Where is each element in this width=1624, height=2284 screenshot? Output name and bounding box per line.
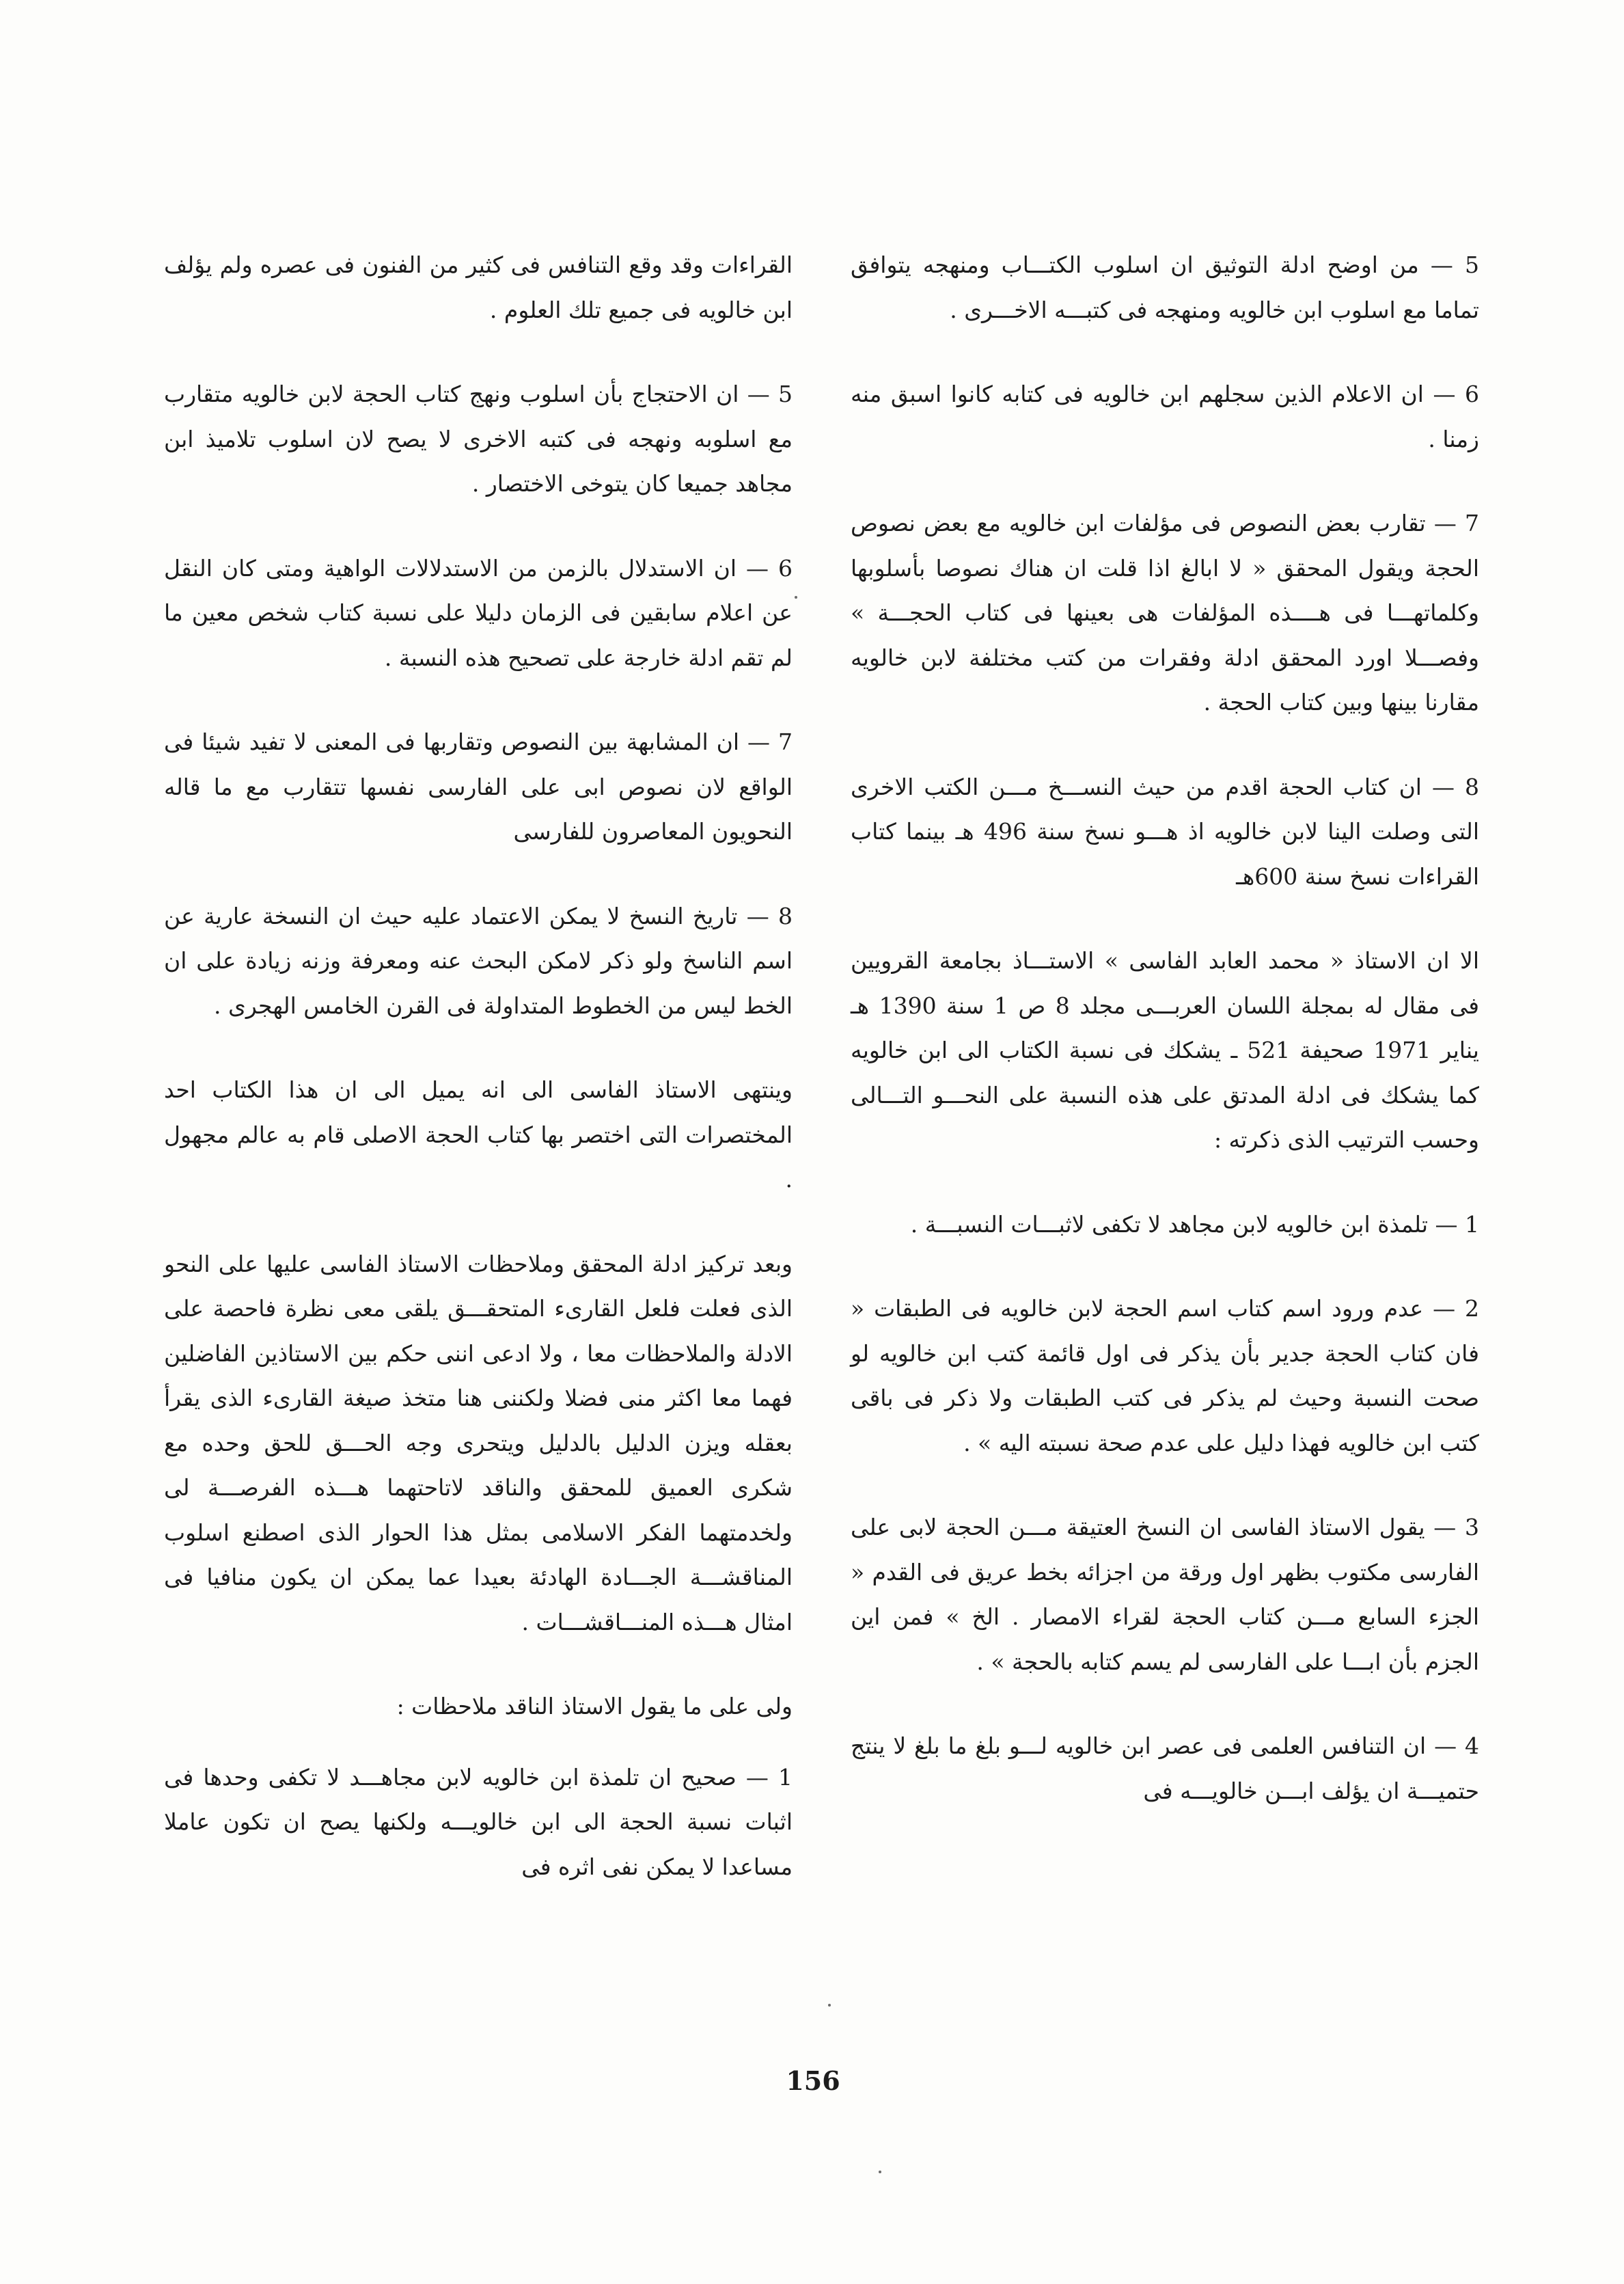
scan-speck bbox=[795, 596, 797, 599]
paragraph: 8 — تاريخ النسخ لا يمكن الاعتماد عليه حيث ان النسخة عارية عن اسم الناسخ ولو ذكر لامكن البحث عنه ومعرفة وزنه زيادة على ان الخط ليس من الخطوط المتداولة فى القرن الخامس الهجرى . bbox=[164, 902, 793, 1019]
paragraph: ولى على ما يقول الاستاذ الناقد ملاحظات : bbox=[396, 1693, 793, 1719]
paragraph: 8 — ان كتاب الحجة اقدم من حيث النســـخ مـــن الكتب الاخرى التى وصلت الينا لابن خالويه اذ هـــو نسخ سنة 496 هـ بينما كتاب القراءات نسخ سنة 600هـ bbox=[851, 773, 1479, 890]
paragraph: 3 — يقول الاستاذ الفاسى ان النسخ العتيقة مـــن الحجة لابى على الفارسى مكتوب بظهر اول ورقة من اجزائه بخط عريق فى القدم « الجزء السابع مـــن كتاب الحجة لقراء الامصار . الخ » فمن اين الجزم بأن ابـــا على الفارسى لم يسم كتابه بالحجة » . bbox=[851, 1514, 1479, 1675]
left-text-column bbox=[164, 243, 793, 1929]
paragraph: 7 — تقارب بعض النصوص فى مؤلفات ابن خالويه مع بعض نصوص الحجة ويقول المحقق « لا ابالغ اذا قلت ان هناك نصوصا بأسلوبها وكلماتهـــا فى هــــذه المؤلفات هى بعينها فى كتاب الحجـــة » وفصـــلا اورد المحقق ادلة وفقرات من كتب مختلفة لابن خالويه مقارنا بينها وبين كتاب الحجة . bbox=[851, 510, 1479, 716]
paragraph: 7 — ان المشابهة بين النصوص وتقاربها فى المعنى لا تفيد شيئا فى الواقع لان نصوص ابى على الفارسى نفسها تتقارب مع ما قاله النحويون المعاصرون للفارسى bbox=[164, 729, 793, 845]
paragraph: 1 — صحيح ان تلمذة ابن خالويه لابن مجاهـــد لا تكفى وحدها فى اثبات نسبة الحجة الى ابن خالويـــه ولكنها يصح ان تكون عاملا مساعدا لا يمكن نفى اثره فى bbox=[164, 1763, 793, 1880]
paragraph: الا ان الاستاذ « محمد العابد الفاسى » الاستـــاذ بجامعة القرويين فى مقال له بمجلة اللسان العربـــى مجلد 8 ص 1 سنة 1390 هـ يناير 1971 صحيفة 521 ـ يشكك فى نسبة الكتاب الى ابن خالويه كما يشكك فى ادلة المدتق على هذه النسبة على النحـــو التـــالى وحسب الترتيب الذى ذكرته : bbox=[851, 947, 1480, 1153]
paragraph: 6 — ان الاعلام الذين سجلهم ابن خالويه فى كتابه كانوا اسبق منه زمنا . bbox=[851, 381, 1479, 452]
paragraph: وينتهى الاستاذ الفاسى الى انه يميل الى ان هذا الكتاب احد المختصرات التى اختصر بها كتاب الحجة الاصلى قام به عالم مجهول . bbox=[164, 1076, 793, 1193]
scan-speck bbox=[879, 2171, 881, 2173]
paragraph: 5 — ان الاحتجاج بأن اسلوب ونهج كتاب الحجة لابن خالويه متقارب مع اسلوبه ونهجه فى كتبه الاخرى لا يصح لان اسلوب تلاميذ ابن مجاهد جميعا كان يتوخى الاختصار . bbox=[164, 381, 793, 497]
paragraph: وبعد تركيز ادلة المحقق وملاحظات الاستاذ الفاسى عليها على النحو الذى فعلت فلعل القارىء المتحقـــق يلقى معى نظرة فاحصة على الادلة والملاحظات معا ، ولا ادعى اننى حكم بين الاستاذين الفاضلين فهما معا اكثر منى فضلا ولكننى هنا متخذ صيغة القارىء الذى يقرأ بعقله ويزن الدليل بالدليل ويتحرى وجه الحـــق للحق وحده مع شكرى العميق للمحقق والناقد لاتاحتهما هـــذه الفرصـــة لى ولخدمتهما الفكر الاسلامى بمثل هذا الحوار الذى اصطنع اسلوب المناقشـــة الجـــادة الهادئة بعيدا عما يمكن ان يكون منافيا فى امثال هـــذه المنـــاقشـــات . bbox=[164, 1250, 793, 1635]
paragraph: 5 — من اوضح ادلة التوثيق ان اسلوب الكتـــاب ومنهجه يتوافق تماما مع اسلوب ابن خالويه ومنهجه فى كتبـــه الاخـــرى . bbox=[851, 251, 1479, 323]
paragraph: 6 — ان الاستدلال بالزمن من الاستدلالات الواهية ومتى كان النقل عن اعلام سابقين فى الزمان دليلا على نسبة كتاب شخص معين ما لم تقم ادلة خارجة على تصحيح هذه النسبة . bbox=[164, 554, 793, 671]
paragraph: 4 — ان التنافس العلمى فى عصر ابن خالويه لـــو بلغ ما بلغ لا ينتج حتميـــة ان يؤلف ابـــن خالويـــه فى bbox=[851, 1732, 1479, 1804]
paragraph: 2 — عدم ورود اسم كتاب اسم الحجة لابن خالويه فى الطبقات « فان كتاب الحجة جدير بأن يذكر فى اول قائمة كتب ابن خالويه لو صحت النسبة وحيث لم يذكر فى كتب الطبقات ولا ذكر فى باقى كتب ابن خالويه فهذا دليل على عدم صحة نسبته اليه » . bbox=[851, 1295, 1479, 1456]
paragraph: القراءات وقد وقع التنافس فى كثير من الفنون فى عصره ولم يؤلف ابن خالويه فى جميع تلك العلوم . bbox=[164, 251, 793, 323]
right-text-column bbox=[851, 243, 1479, 1853]
paragraph: 1 — تلمذة ابن خالويه لابن مجاهد لا تكفى لاثبـــات النسبـــة . bbox=[910, 1210, 1479, 1238]
page-number: 156 bbox=[786, 2065, 840, 2096]
scan-speck bbox=[828, 2004, 831, 2007]
